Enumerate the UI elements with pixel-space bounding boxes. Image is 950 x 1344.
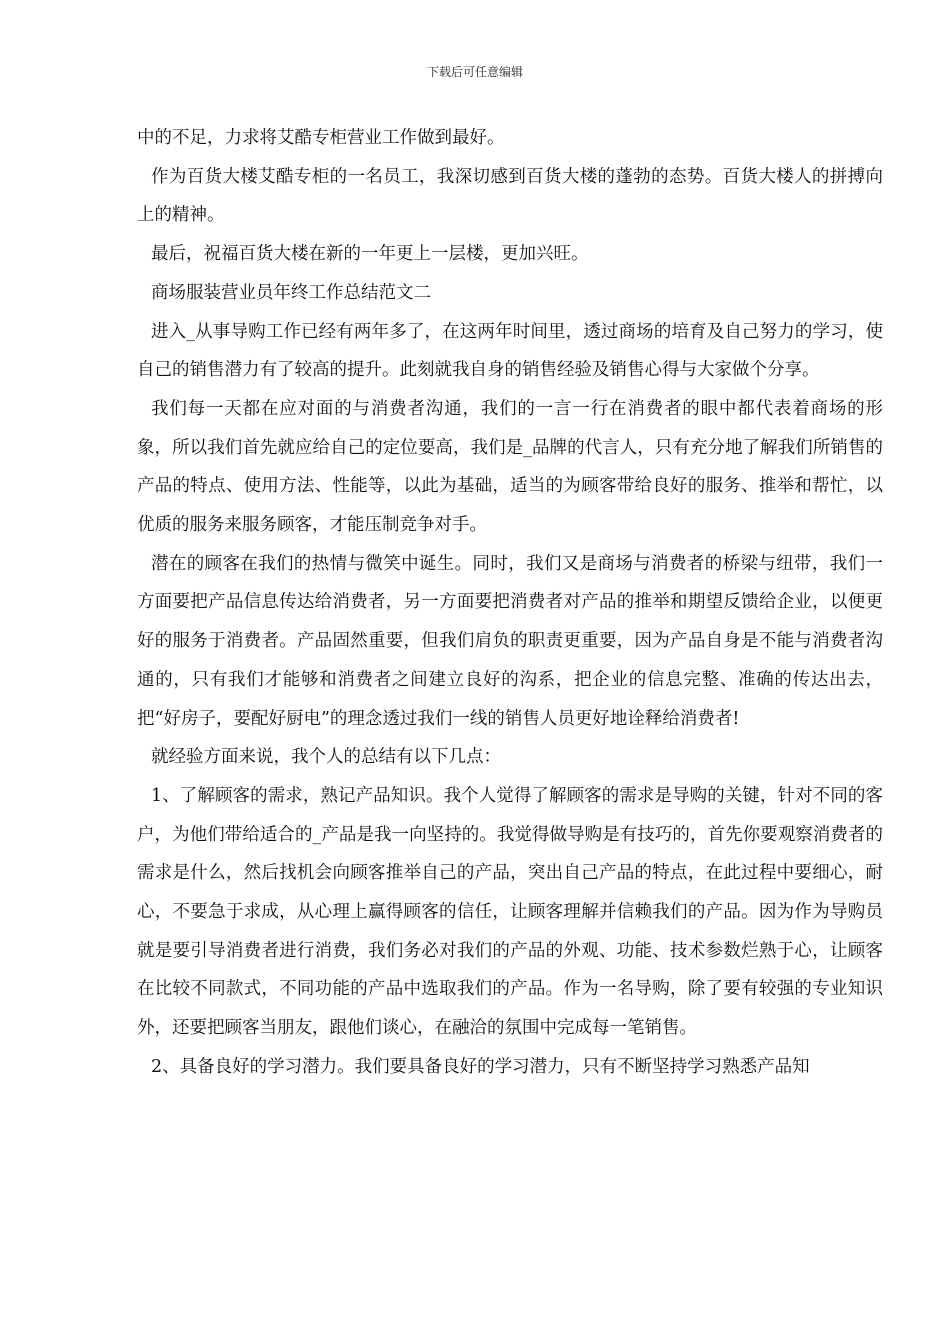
document-body [137,119,883,1087]
paragraph: 进入_从事导购工作已经有两年多了，在这两年时间里，透过商场的培育及自己努力的学习，使自己的销售潜力有了较高的提升。此刻就我自身的销售经验及销售心得与大家做个分享。 [137,321,883,381]
paragraph: 作为百货大楼艾酷专柜的一名员工，我深切感到百货大楼的蓬勃的态势。百货大楼人的拼搏向上的精神。 [137,166,883,226]
section-heading: 商场服装营业员年终工作总结范文二 [151,282,431,303]
paragraph: 就经验方面来说，我个人的总结有以下几点： [151,747,501,768]
paragraph: 我们每一天都在应对面的与消费者沟通，我们的一言一行在消费者的眼中都代表着商场的形象，所以我们首先就应给自己的定位要高，我们是_品牌的代言人，只有充分地了解我们所销售的产品的特点、使用方法、性能等，以此为基础，适当的为顾客带给良好的服务、推举和帮忙，以优质的服务来服务顾客，才能压制竞争对手。 [137,398,883,536]
paragraph: 中的不足，力求将艾酷专柜营业工作做到最好。 [137,128,505,148]
page-header: 下载后可任意编辑 [426,65,523,79]
list-item: 2、具备良好的学习潜力。我们要具备良好的学习潜力，只有不断坚持学习熟悉产品知 [151,1056,810,1077]
paragraph: 潜在的顾客在我们的热情与微笑中诞生。同时，我们又是商场与消费者的桥梁与纽带，我们一方面要把产品信息传达给消费者，另一方面要把消费者对产品的推举和期望反馈给企业，以便更好的服务于消费者。产品固然重要，但我们肩负的职责更重要，因为产品自身是不能与消费者沟通的，只有我们才能够和消费者之间建立良好的沟系，把企业的信息完整、准确的传达出去，把“好房子，要配好厨电”的理念透过我们一线的销售人员更好地诠释给消费者! [137,553,883,729]
list-item: 1、了解顾客的需求，熟记产品知识。我个人觉得了解顾客的需求是导购的关键，针对不同的客户，为他们带给适合的_产品是我一向坚持的。我觉得做导购是有技巧的，首先你要观察消费者的需求是什么，然后找机会向顾客推举自己的产品，突出自己产品的特点，在此过程中要细心，耐心，不要急于求成，从心理上赢得顾客的信任，让顾客理解并信赖我们的产品。因为作为导购员就是要引导消费者进行消费，我们务必对我们的产品的外观、功能、技术参数烂熟于心，让顾客在比较不同款式，不同功能的产品中选取我们的产品。作为一名导购，除了要有较强的专业知识外，还要把顾客当朋友，跟他们谈心，在融洽的氛围中完成每一笔销售。 [137,785,883,1039]
paragraph: 最后，祝福百货大楼在新的一年更上一层楼，更加兴旺。 [151,244,589,265]
